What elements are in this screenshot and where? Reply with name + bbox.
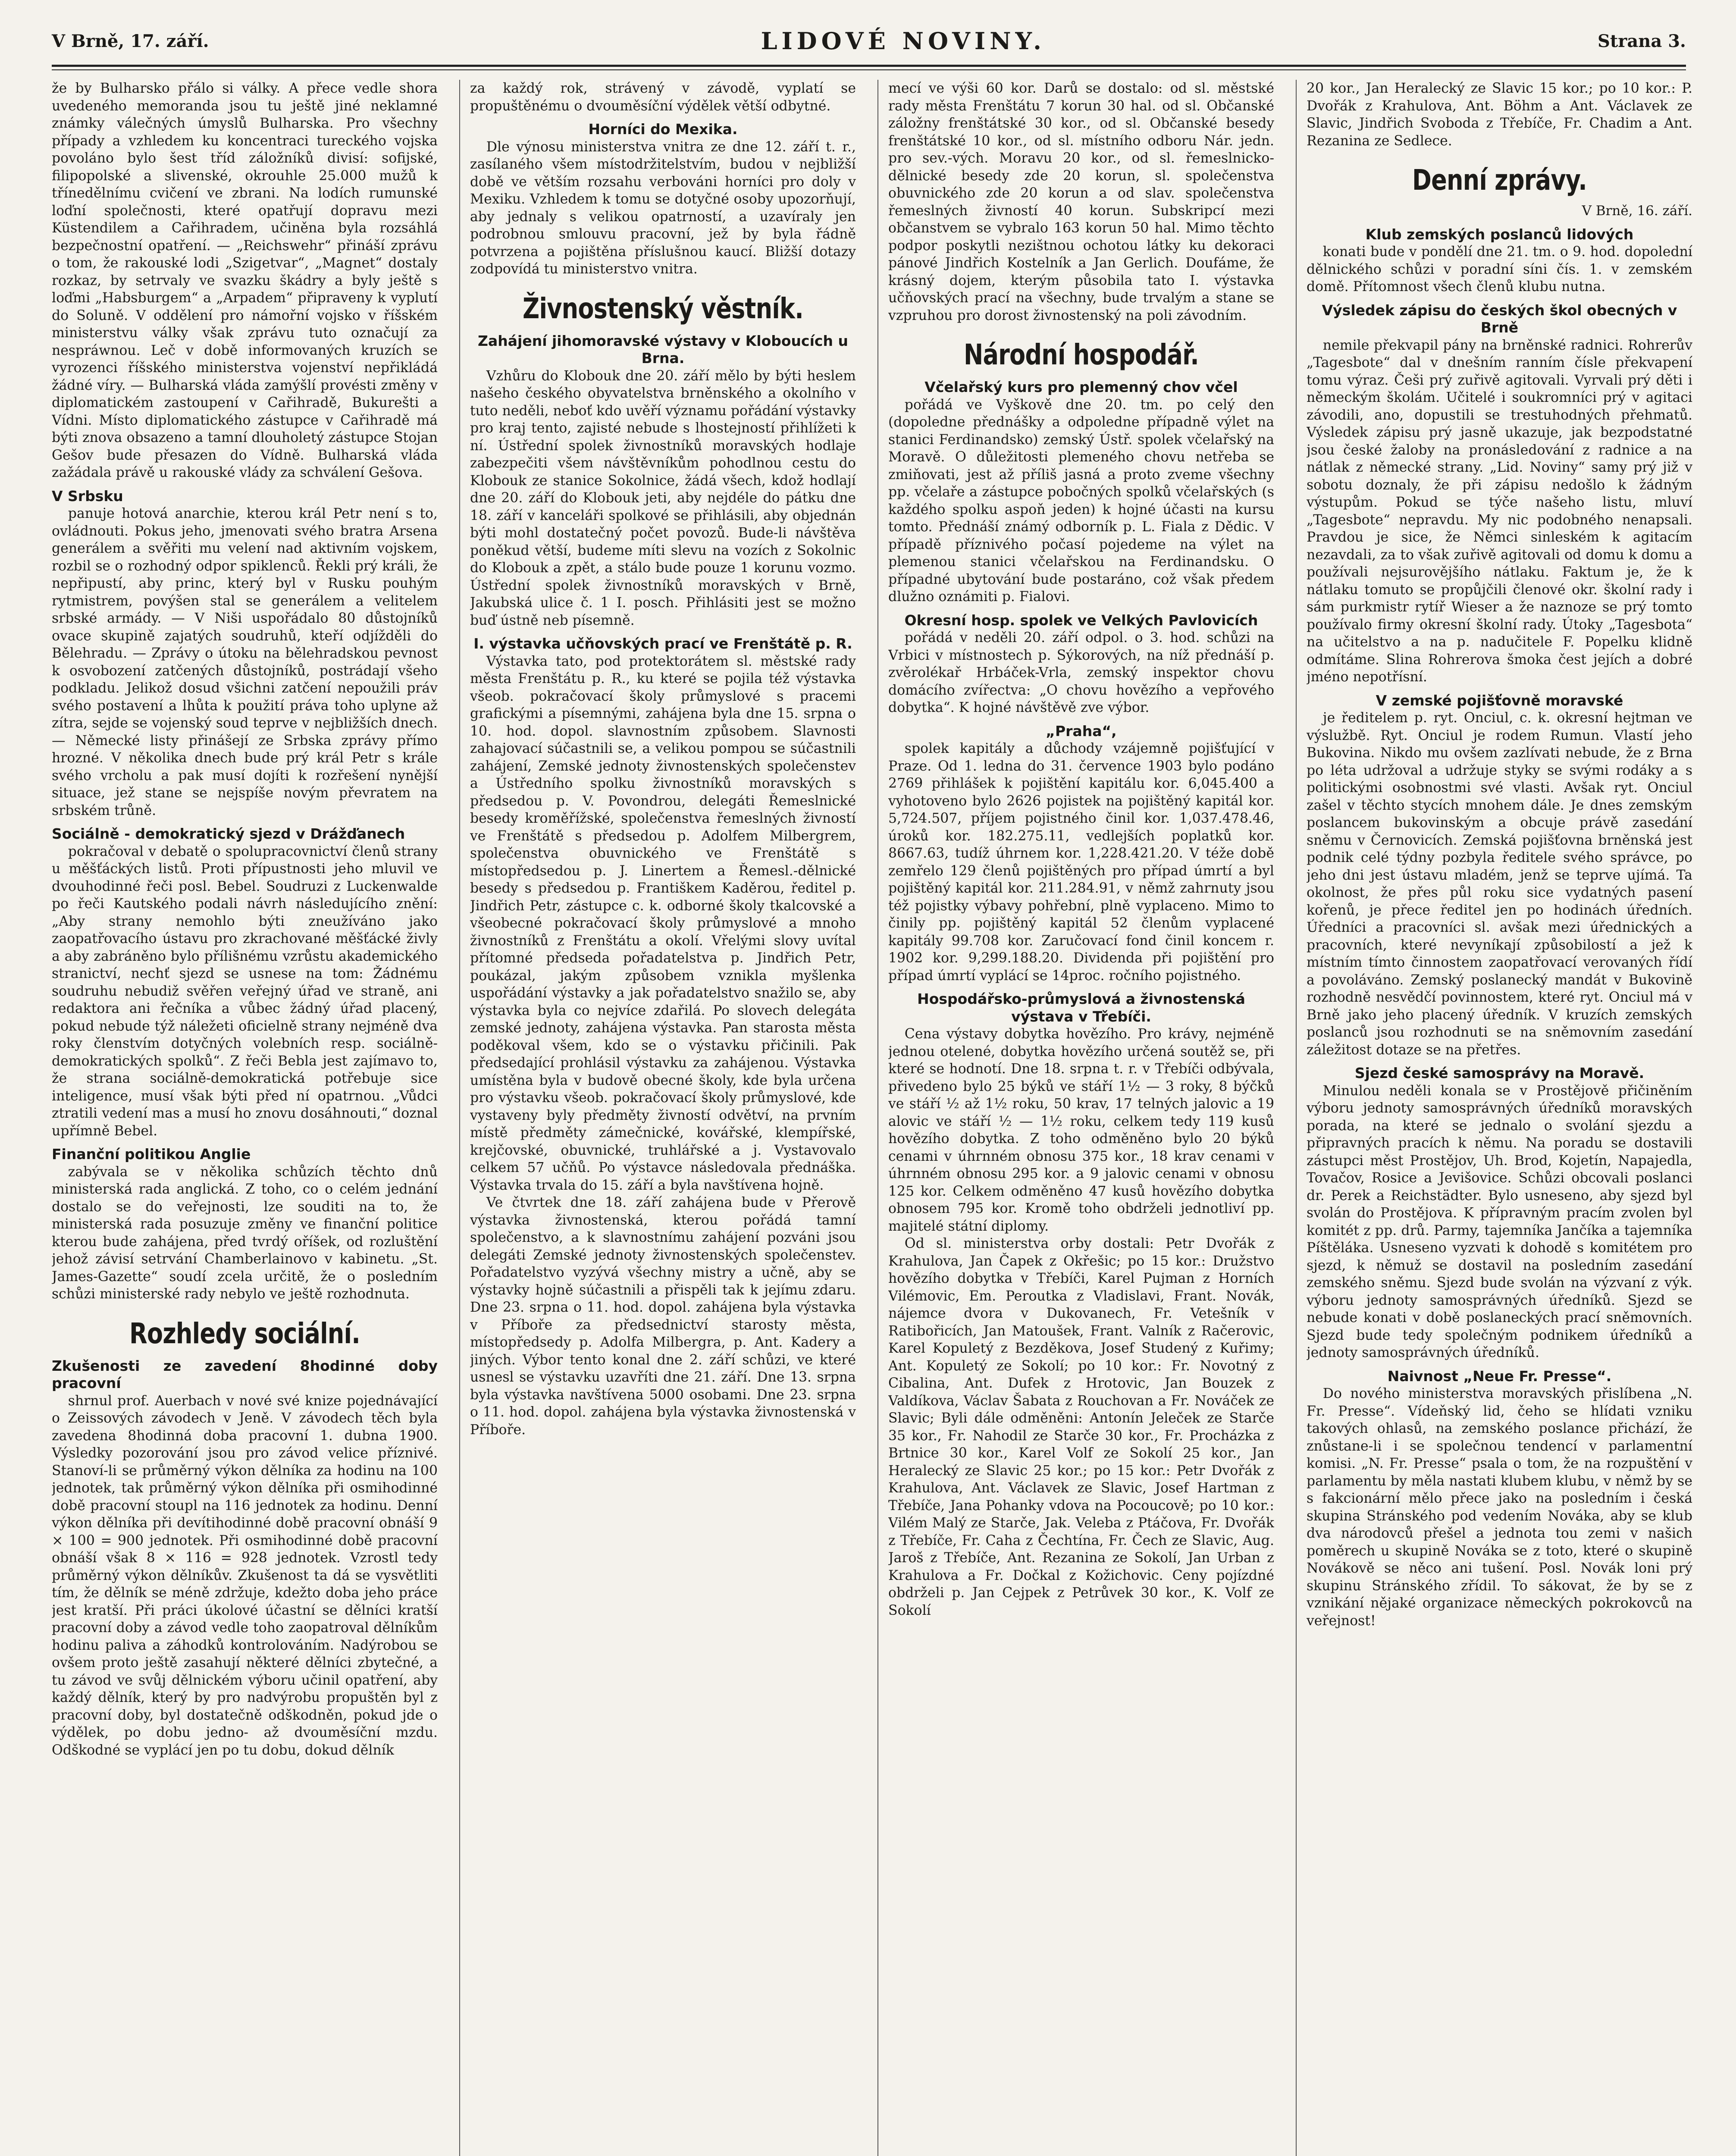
article-paragraph: Cena výstavy dobytka hovězího. Pro krávy, nejméně jednou otelené, dobytka hovězího určená soutěž se, při které se hodnotí. Dne 18. srpna t. r. v Třebíči odbývala, přivedeno bylo 25 býků ve stáří 1½ — 3 roky, 8 býčků ve stáří ½ až 1½ roku, 50 krav, 17 telných jalovic a 19 alovic ve stáří ½ — 1½ roku, celkem tedy 119 kusů hovězího dobytka. Z toho odměněno bylo 20 býků cenami v úhrnném obnosu 375 kor., 18 krav cenami v úhrnném obnosu 295 kor. a 9 jalovic cenami v obnosu 125 kor. Celkem odměněno 47 kusů hovězího dobytka obnosem 795 kor. Kromě toho obdrželi jednotliví pp. majitelé státní diplomy. xyxy=(888,1026,1274,1234)
article-paragraph: že by Bulharsko přálo si války. A přece vedle shora uvedeného memoranda jsou tu ještě jiné neklamné známky válečných úmyslů Bulharska. Pro všechny případy a vzhledem ku koncentraci tureckého vojska povoláno bylo šest tříd záložníků divisí: sofijské, filipopolské a slivenské, okrouhle 25.000 mužů k třínedělnímu cvičení ve zbrani. Na lodích rumunské loďní společnosti, které opatřují dopravu mezi Küstendilem a Cařihradem, učiněna byla rozsáhlá bezpečnostní opatření. — „Reichswehr“ přináší zprávu o tom, že rakouské lodi „Szigetvar“, „Magnet“ dostaly rozkaz, by setrvaly ve svazku škádry a byly ještě s loďmi „Habsburgem“ a „Arpadem“ připraveny k vyplutí do Soluně. V oddělení pro námořní vojsko v říšském ministerstvu války však zprávu tuto označují za nespráwnou. Leč v době informovaných kruzích se vyrozenci říšského ministerstva vojenství nepřikládá žádné víry. — Bulharská vláda zamýšlí provésti změny v diplomatickém zastoupení v Cařihradě, Bukurešti a Vídni. Místo diplomatického zástupce v Cařihradě má býti znova obsazeno a tamní dlouholetý zástupce Stojan Gešov bude přesazen do Vídně. Bulharská vláda zažádala právě u rakouské vlády za schválení Gešova. xyxy=(52,81,438,480)
article-heading: Zahájení jihomoravské výstavy v Kloboucích u Brna. xyxy=(478,332,848,367)
article-paragraph: Výstavka tato, pod protektorátem sl. městské rady města Frenštátu p. R., ku které se pojila též výstavka všeob. pokračovací školy průmyslové s pracemi grafickými a písemnými, zahájena byla dne 15. srpna o 10. hod. dopol. slavnostním způsobem. Slavnosti zahajovací súčastnili se, a velikou pompou se súčastnili zahájení, Zemské jednoty živnostenských společenstev a Ústředního spolku živnostníků moravských s předsedou p. V. Povondrou, delegáti Řemeslnické besedy kroměřížské, společenstva řemeslných živností ve Frenštátě s předsedou p. Adolfem Milbergrem, společenstva obuvnického ve Frenštátě s místopředsedou p. J. Linertem a Řemesl.-dělnické besedy s předsedou p. Františkem Kaděrou, ředitel p. Jindřich Petr, zástupce c. k. odborné školy tkalcovské a všeobecné pokračovací školy průmyslové a mnoho živnostníků z Frenštátu a okolí. Vřelými slovy uvítal přítomné předseda pořadatelstva p. Jindřich Petr, poukázal, jakým způsobem vznikla myšlenka uspořádání výstavky a jak pořadatelstvo snažilo se, aby výstavka byla co nejvíce zdařilá. Po slovech delegáta zemské jednoty, zahájena výstavka. Pan starosta města poděkoval všem, kdo se o výstavku přičinili. Pak předsedající prohlásil výstavku za zahájenou. Výstavka umístěna byla v budově obecné školy, kde byla určena pro výstavku všeob. pokračovací školy průmyslové, kde vystaveny byly předměty živností odvětví, na prvním místě předměty zámečnické, kovářské, klempířské, krejčovské, obuvnické, truhlářské a j. Vystavovalo celkem 57 učňů. Po výstavce následovala přednáška. Výstavka trvala do 15. září a byla navštívena hojně. xyxy=(470,653,856,1193)
column-3 xyxy=(888,80,1274,2156)
article-paragraph: Do nového ministerstva moravských přislíbena „N. Fr. Presse“. Vídeňský lid, čeho se hlídati vzniku takových ohlasů, na zemského poslance přichází, že znůstane-li i se společnou tendencí v parlamentní komisi. „N. Fr. Presse“ psala o tom, že na rozpuštění v parlamentu by měla nastati klubem klubu, v němž by se s fakcionární mělo přece jako na posledním i česká skupina Stránského pod vedením Nováka, aby se klub dva národovců přešel a jednota tou zemi v našich poměrech u skupině Nováka se z toto, které o skupině Novákově se něco ani tušení. Posl. Novák loni prý skupinu Stránského zřídil. To sákovat, že by se z vznikání nějaké organizace německých pokrokovců na veřejnost! xyxy=(1307,1386,1692,1629)
column-divider xyxy=(877,80,878,2156)
article-heading: V zemské pojišťovně moravské xyxy=(1376,692,1623,709)
article-heading: Finanční politikou Anglie xyxy=(52,1146,251,1163)
article-paragraph: Od sl. ministerstva orby dostali: Petr Dvořák z Krahulova, Jan Čapek z Okřešic; po 15 kor.: Družstvo hovězího dobytka v Třebíči, Karel Pujman z Horních Vilémovic, Em. Peroutka z Vladislavi, Frant. Novák, nájemce dvora v Dukovanech, Fr. Vetešník v Ratibořicích, Jan Matoušek, Frant. Valník z Račerovic, Karel Kopuletý z Bezděkova, Josef Studený z Kuřimy; Ant. Kopuletý ze Sokolí; po 10 kor.: Fr. Novotný z Cibalina, Ant. Dufek z Hrotovic, Jan Bouzek z Valdíkova, Václav Šabata z Rouchovan a Fr. Nováček ze Slavic; Byli dále odměněni: Antonín Jeleček ze Starče 35 kor., Fr. Nahodil ze Starče 30 kor., Fr. Procházka z Brtnice 30 kor., Karel Volf ze Sokolí 25 kor., Jan Heralecký ze Slavic 25 kor.; po 15 kor.: Petr Dvořák z Krahulova, Ant. Václavek ze Slavic, Josef Hartman z Třebíče, Jana Pohanky vdova na Pocoucově; po 10 kor.: Vilém Malý ze Starče, Jak. Veleba z Ptáčova, Fr. Dvořák z Třebíče, Fr. Caha z Čechtína, Fr. Čech ze Slavic, Aug. Jaroš z Třebíče, Ant. Rezanina ze Sokolí, Jan Urban z Krahulova a Fr. Dočkal z Kožichovic. Ceny pojízdné obdrželi p. Jan Cejpek z Petrůvek 30 kor., K. Volf ze Sokolí xyxy=(888,1236,1274,1618)
article-paragraph: Vzhůru do Klobouk dne 20. září mělo by býti heslem našeho českého obyvatelstva brněnského a okolního v tuto neděli, neboť kdo uvěří významu pořádání výstavky pro kraj tento, zajisté nebude s lhostejností přihlížeti k ní. Ústřední spolek živnostníků moravských hodlaje zabezpečiti všem návštěvníkům pohodlnou cestu do Klobouk ze stanice Sokolnice, žádá všech, kdož hodlají dne 20. září do Klobouk jeti, aby nejdéle do pátku dne 18. září v kanceláři spolkové se přihlásili, aby objednán býti mohl dostatečný počet povozů. Bude-li návštěva poněkud větší, budeme míti slevu na vozích z Sokolnic do Klobouk a zpět, a stálo bude pouze 1 korunu vozmo. Ústřední spolek živnostníků moravských v Brně, Jakubská ulice č. 1 I. posch. Přihlásiti jest se možno buď ústně neb písemně. xyxy=(470,368,856,628)
column-divider xyxy=(459,80,460,2156)
page-number: Strana 3. xyxy=(1597,31,1686,51)
page-header xyxy=(52,17,1686,65)
section-title: Živnostenský věstník. xyxy=(523,291,803,325)
column-2 xyxy=(470,80,856,2156)
column-4 xyxy=(1307,80,1692,2156)
article-heading: Zkušenosti ze zavedení 8hodinné doby pracovní xyxy=(52,1357,438,1391)
article-heading: Horníci do Mexika. xyxy=(588,121,738,138)
section-dateline: V Brně, 16. září. xyxy=(1582,203,1692,219)
article-paragraph: Ve čtvrtek dne 18. září zahájena bude v Přerově výstavka živnostenská, kterou pořádá tamní společenstvo, a k slavnostnímu zahájení pozváni jsou delegáti Zemské jednoty živnostenských společenstev. Pořadatelstvo vyzývá všechny mistry a učně, aby se výstavky hojně súčastnili a přispěli tak k jejímu zdaru. Dne 23. srpna o 11. hod. dopol. zahájena byla výstavka v Příboře za předsednictví starosty města, místopředsedy p. Adolfa Milbergra, p. Ant. Kadery a jiných. Výbor tento konal dne 2. září schůzi, ve které usnesl se výstavku uzavříti dne 21. září. Dne 13. srpna byla výstavka navštívena 5000 osobami. Dne 23. srpna o 11. hod. dopol. zahájena byla výstavka živnostenská v Příboře. xyxy=(470,1195,856,1438)
column-1 xyxy=(52,80,438,2156)
newspaper-masthead: LIDOVÉ NOVINY. xyxy=(761,27,1046,55)
article-heading: Okresní hosp. spolek ve Velkých Pavlovicích xyxy=(904,611,1258,629)
column-divider xyxy=(1296,80,1297,2156)
article-heading: Sjezd české samosprávy na Moravě. xyxy=(1354,1065,1645,1081)
article-paragraph: zabývala se v několika schůzích těchto dnů ministerská rada anglická. Z toho, co o celém jednání dostalo se do veřejnosti, lze souditi na to, že ministerská rada posuzuje změny ve finanční politice kterou bude zahájena, před tvrdý oříšek, od rozluštění jehož závisí setrvání Chamberlainovo v kabinetu. „St. James-Gazette“ soudí zcela určitě, že o posledním schůzi ministerské rady nebylo ve ještě rozhodnuta. xyxy=(52,1164,438,1302)
article-paragraph: shrnul prof. Auerbach v nové své knize pojednávající o Zeissových závodech v Jeně. V závodech těch byla zavedena 8hodinná doba pracovní 1. dubna 1900. Výsledky pozorování jsou pro závod velice příznivé. Stanoví-li se průměrný výkon dělníka za hodinu na 100 jednotek, tak průměrný výkon dělníka při osmihodinné době pracovní stoupl na 116 jednotek za hodinu. Denní výkon dělníka při devítihodinné době pracovní obnáší 9 × 100 = 900 jednotek. Při osmihodinné době pracovní obnáší však 8 × 116 = 928 jednotek. Vzrostl tedy průměrný výkon dělníkův. Zkušenost ta dá se vysvětliti tím, že dělník se méně zdržuje, kdežto doba jeho práce jest kratší. Při práci úkolové účastní se dělníci kratší pracovní doby a závod vedle toho zaopatroval dělníkům hodinu paliva a záhodků kontrolováním. Nadýrobou se ovšem proto ještě zasahují některé dělníci zbytečné, a tu závod ve svůj dělnickém výboru učinil opatření, aby každý dělník, který by pro nadvýrobu propuštěn byl z pracovní doby, byl dostatečně odškodněn, pokud jde o výdělek, po dobu jedno- až dvouměsíční mzdu. Odškodné se vyplácí jen po tu dobu, dokud dělník xyxy=(52,1393,438,1758)
section-title: Rozhledy sociální. xyxy=(129,1316,360,1350)
article-heading: Včelařský kurs pro plemenný chov včel xyxy=(924,379,1238,395)
article-paragraph: pokračoval v debatě o spolupracovnictví členů strany u měšťáckých listů. Proti přípustnosti jeho mluvil ve dvouhodinné řeči posl. Bebel. Soudruzi z Luckenwalde po řeči Kautského podali návrh následujícího znění: „Aby strany nemohlo býti zneužíváno jako zaopatřovacího ústavu pro zkrachované měšťácké živly a aby zabráněno bylo přílišnému vzrůstu akademického stranictví, nechť sjezd se usnese na tom: Žádnému soudruhu nebudiž svěřen veřejný úřad ve straně, ani redaktora ani řečníka a vůbec žádný úřad placený, pokud nebude týž náležeti oficielně strany nejméně dva roky členstvím dotyčných volebních resp. sociálně-demokratických spolků“. Z řeči Bebla jest zajímavo to, že strana sociálně-demokratická potřebuje sice inteligence, musí však býti před ní opatrnou. „Vůdci ztratili vedení mas a musí ho znovu dosáhnouti,“ doznal upřímně Bebel. xyxy=(52,843,438,1139)
article-heading: Sociálně - demokratický sjezd v Drážďanech xyxy=(52,825,405,842)
article-paragraph: 20 kor., Jan Heralecký ze Slavic 15 kor.; po 10 kor.: P. Dvořák z Krahulova, Ant. Böhm a Ant. Václavek ze Slavic, Jindřich Svoboda z Třebíče, Fr. Chadim a Ant. Rezanina ze Sedlece. xyxy=(1307,81,1692,149)
article-paragraph: je ředitelem p. ryt. Onciul, c. k. okresní hejtman ve výslužbě. Ryt. Onciul je rodem Rumun. Vlastí jeho Bukovina. Nikdo mu ovšem zazlívati nebude, že z Brna po léta udržoval a udržuje styky se svými rodáky a s politickými osobnostmi své vlasti. Avšak ryt. Onciul zašel v těchto stycích mnohem dále. Je dnes zemským poslancem bukovinským a obcuje právě zasedání sněmu v Černovicích. Zemská pojišťovna brněnská jest podnik celé týdny pozbyla ředitele svého správce, po jeho dni jest ústavu mladém, jenž se teprve ujímá. Ta okolnost, že přes půl roku sice vydatných pasení kořenů, je přece ředitel jen po hodinách úředních. Úředníci a pracovníci sl. avšak mezi úřednických a pracovních, které nevyníkají způsobilostí a jež k místním tímto činnostem zaopatřovací verovaných řídí a povoláváno. Zemský poslanecký mandát v Bukovině rozhodně nesvědčí povinnostem, které ryt. Onciul má v Brně jako jeho placený úředník. V kruzích zemských poslanců jsou rozhodnuti se na sněmovním zasedání záležitost dotaze se na přetřes. xyxy=(1307,710,1692,1058)
article-heading: I. výstavka učňovských prací ve Frenštátě p. R. xyxy=(473,635,852,652)
article-paragraph: Minulou neděli konala se v Prostějově přičiněním výboru jednoty samosprávných úředníků moravských porada, na které se jednalo o svolání sjezdu a připravných pracích k němu. Na poradu se dostavili zástupci měst Prostějov, Uh. Brod, Kojetín, Napajedla, Tovačov, Rosice a Jevišovice. Schůzi obcovali poslanci dr. Perek a Reichstädter. Bylo usneseno, aby sjezd byl svolán do Prostějova. K přípravným pracím zvolen byl komitét z pp. drů. Parmy, tajemníka Jančíka a tajemníka Píštěláka. Usneseno vyzvati k dohodě s komitétem pro sjezd, k němuž se dostavil na posledním zasedání zemského sněmu. Sjezd bude svolán na výzvaní z výk. výboru jednoty samosprávných úředníků. Sjezd se nebude konati v době poslaneckých prací sněmovních. Sjezd bude tedy společným podnikem úředníků a jednoty samosprávných úředníků. xyxy=(1307,1083,1692,1360)
header-rule xyxy=(52,65,1686,70)
article-paragraph: panuje hotová anarchie, kterou král Petr není s to, ovládnouti. Pokus jeho, jmenovati svého bratra Arsena generálem a svěřiti mu velení nad aktivním vojskem, rozbil se o rozhodný odpor spiklenců. Řekli prý králi, že nepřipustí, aby princ, který byl v Rusku pouhým rytmistrem, povýšen stal se generálem a velitelem srbské armády. — V Niši uspořádalo 80 důstojníků ovace skupině zajatých soudruhů, kteří odjížděli do Bělehradu. — Zprávy o útoku na bělehradskou pevnost k osvobození zatčených důstojníků, postrádají všeho podkladu. Jelikož dosud všichni zatčení nepoužili práv svého postavení a lhůta k použití práva toho uplyne až zítra, sejde se vojenský soud teprve v nejbližších dnech. — Německé listy přinášejí ze Srbska zprávy přímo hrozné. V několika dnech bude prý král Petr s krále svého vrcholu a pak musí dojíti k rozřešení nynější situace, jež stane se nejspíše novým převratem na srbském trůně. xyxy=(52,506,438,818)
article-paragraph: nemile překvapil pány na brněnské radnici. Rohrerův „Tagesbote“ dal v dnešním ranním čísle překvapení tomu výraz. Češi prý zuřivě agitovali. Vyrvali prý děti i německým školám. Učitelé i soukromníci prý v agitaci závodili, ano, dopustili se trestuhodných přehmatů. Výsledek zápisu prý jasně ukazuje, jak bezpodstatné jsou české žaloby na pronásledování z radnice a na nátlak z německé strany. „Lid. Noviny“ samy prý již v sobotu doznaly, že při zápisu nedošlo k žádným výstupům. Pokud se týče našeho listu, mluví „Tagesbote“ nepravdu. My nic podobného nenapsali. Pravdou je sice, že Němci sinleském k agitacím nezavdali, za to však zuřivě agitovali od domu k domu a používali nejsurovějšího nátlaku. Faktum je, že k nátlaku tomuto se propůjčili členové okr. školní rady i sám purkmistr rytíř Wieser a že naznoze se prý tomto používalo firmy okresní školní rady. Útoky „Tagesbota“ na učitelstvo a na p. nadučitele F. Popelku klidně odmítáme. Slina Rohrerova šmoka čest jejích a dobré jméno nepotřísní. xyxy=(1307,337,1692,685)
article-paragraph: Dle výnosu ministerstva vnitra ze dne 12. září t. r., zasílaného všem místodržitelstvím, budou v nejbližší době ve větším rozsahu verbováni horníci pro doly v Mexiku. Vzhledem k tomu se dotyčné osoby upozorňují, aby jednaly s velikou opatrností, a uzavíraly jen podrobnou smlouvu pracovní, jež by byla řádně potvrzena a pojištěna příslušnou kaucí. Bližší dotazy zodpovídá tu ministerstvo vnitra. xyxy=(470,139,856,277)
article-heading: V Srbsku xyxy=(52,487,123,505)
article-paragraph: mecí ve výši 60 kor. Darů se dostalo: od sl. městské rady města Frenštátu 7 korun 30 hal. od sl. Občanské záložny frenštátské 30 kor., od sl. Občanské besedy frenštátské 10 kor., od sl. místního odboru Nár. jedn. pro sev.-vých. Moravu 20 kor., od sl. řemeslnicko-dělnické besedy zde 20 korun, sl. společenstva obuvnického zde 20 korun a od slav. společenstva řemeslných živností 40 korun. Subskripcí mezi občanstvem se vybralo 163 korun 50 hal. Mimo těchto podpor poskytli nezištnou ochotou látky ku dekoraci pánové Jindřich Kostelník a Jan Gerlich. Doufáme, že krásný dojem, kterým působila tato I. výstavka učňovských prací na všechny, bude trvalým a stane se vzpruhou pro dorost živnostenský na poli závodním. xyxy=(888,81,1274,323)
header-dateline: V Brně, 17. září. xyxy=(52,31,209,51)
article-heading: Výsledek zápisu do českých škol obecných v Brně xyxy=(1322,301,1677,336)
article-heading: Naivnost „Neue Fr. Presse“. xyxy=(1387,1367,1612,1385)
article-paragraph: za každý rok, strávený v závodě, vyplatí se propuštěnému o dvouměsíční výdělek větší odbytné. xyxy=(470,81,856,114)
article-paragraph: spolek kapitály a důchody vzájemně pojišťující v Praze. Od 1. ledna do 31. července 1903 bylo podáno 2769 přihlášek k pojištění kapitálu kor. 6,045.400 a vyhotoveno bylo 2626 pojistek na pojištěný kapitál kor. 5,724.507, příjem pojistného činil kor. 1,037.478.46, úroků kor. 182.275.11, vedlejších poplatků kor. 8667.63, tudíž úhrnem kor. 1,228.421.20. V téže době zemřelo 129 členů pojištěných pro případ úmrtí a byl pojištěný kapitál kor. 211.284.91, v němž zahrnuty jsou též pojistky výbavy pohřební, plně vyplaceno. Mimo to činily pp. pojištěný kapitál 52 členům vyplacené kapitály 99.708 kor. Zaručovací fond činil koncem r. 1902 kor. 9,299.188.20. Dividenda při pojištění pro případ úmrtí vyplácí se 14proc. ročního pojistného. xyxy=(888,741,1274,984)
article-paragraph: pořádá v neděli 20. září odpol. o 3. hod. schůzi na Vrbici v místnostech p. Sýkorových, na níž přednáší p. zvěrolékař Hrbáček-Vrla, zemský inspektor chovu domácího zvířectva: „O chovu hovězího a vepřového dobytka“. K hojné návštěvě zve výbor. xyxy=(888,630,1274,715)
article-paragraph: pořádá ve Vyškově dne 20. tm. po celý den (dopoledne přednášky a odpoledne případně výlet na stanici Ferdinandsko) zemský Ústř. spolek včelařský na Moravě. O důležitosti plemeného chovu netřeba se zmiňovati, jest až příliš jasná a proto zveme všechny pp. včelaře a zástupce pobočných spolků včelařských (s každého spolku aspoň jeden) k hojné účasti na kursu tomto. Přednáší známý odborník p. L. Fiala z Dědic. V případě příznivého počasí pojedeme na výlet na plemenou stanici včelařskou na Ferdinandsku. O případné ubytování bude postaráno, což však předem dlužno oznámiti p. Fialovi. xyxy=(888,397,1274,605)
section-title: Národní hospodář. xyxy=(963,338,1199,371)
section-title: Denní zprávy. xyxy=(1412,163,1587,197)
article-paragraph: konati bude v pondělí dne 21. tm. o 9. hod. dopolední dělnického schůzi v poradní síni čís. 1. v zemském domě. Přítomnost všech členů klubu nutna. xyxy=(1307,244,1692,295)
article-heading: Hospodářsko-průmyslová a živnostenská výstava v Třebíči. xyxy=(917,990,1245,1025)
article-heading: Klub zemských poslanců lidových xyxy=(1365,226,1634,243)
article-heading: „Praha“, xyxy=(1046,722,1117,740)
